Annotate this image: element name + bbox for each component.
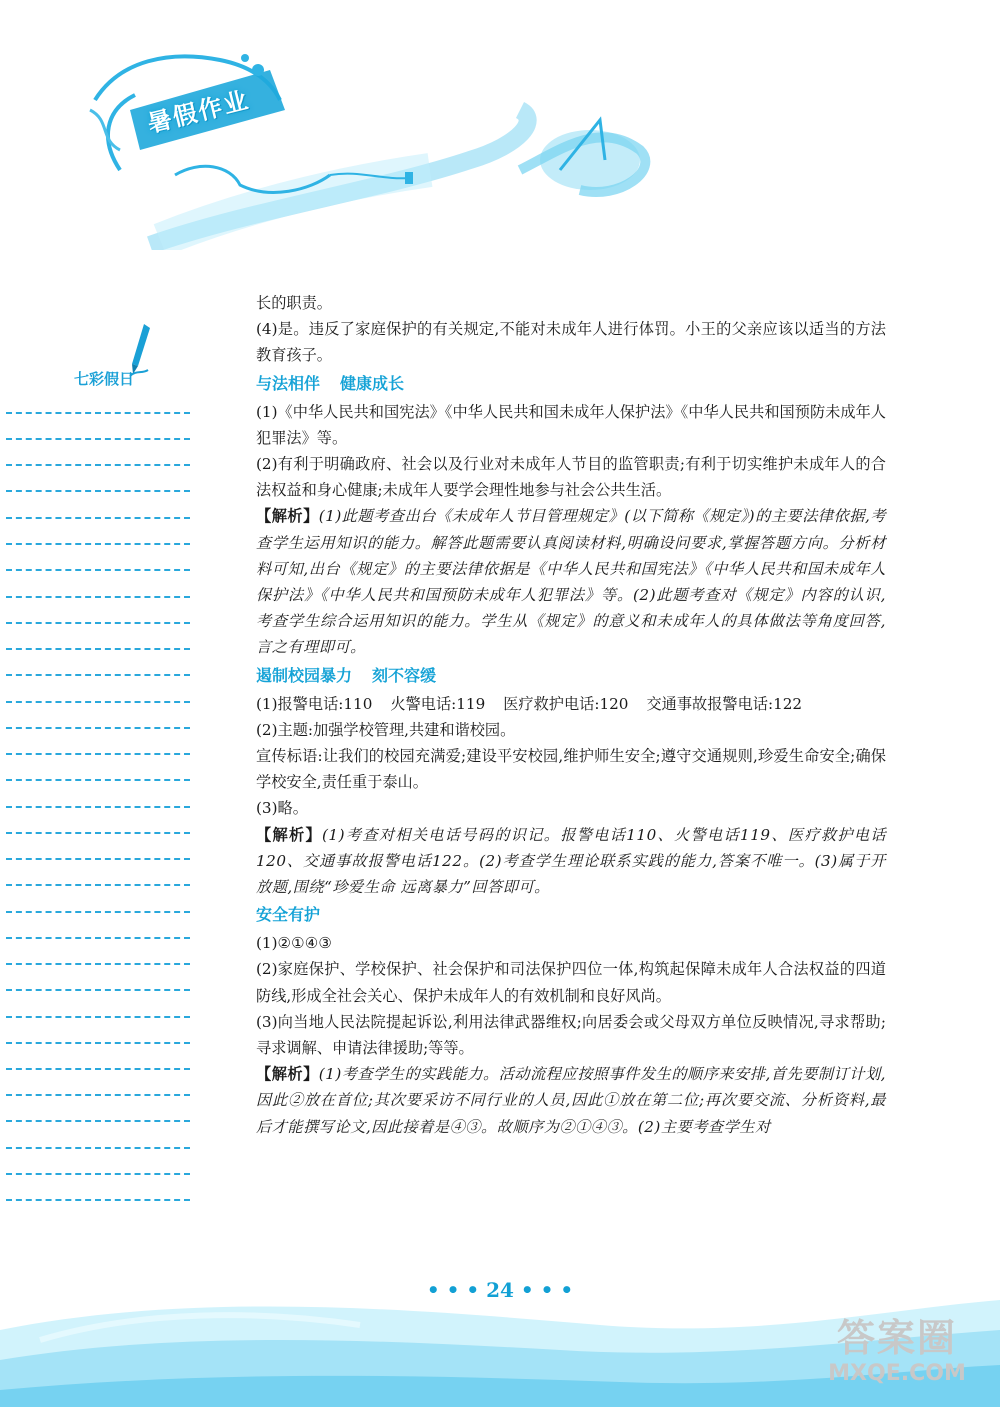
sidebar-dashed-line [6,937,190,939]
section-heading [256,369,886,399]
sidebar-dashed-line [6,884,190,886]
section-heading-left: 遏制校园暴力 [256,665,353,685]
answer-paragraph: (1)《中华人民共和国宪法》《中华人民共和国未成年人保护法》《中华人民共和国预防未成年人犯罪法》等。 [256,402,886,447]
sidebar-dashed-line [6,753,190,755]
sidebar-dashed-line [6,543,190,545]
analysis-paragraph [256,503,886,660]
analysis-tag: 【解析】 [256,1065,319,1084]
analysis-text: (1)此题考查出台《未成年人节目管理规定》(以下简称《规定》)的主要法律依据,考查学生运用知识的能力。解答此题需要认真阅读材料,明确设问要求,掌握答题方向。分析材料可知,出台《规定》的主要法律依据是《中华人民共和国宪法》《中华人民共和国未成年人保护法》《中华人民共和国预防未成年人犯罪法》等。(2)此题考查对《规定》内容的认识,考查学生综合运用知识的能力。学生从《规定》的意义和未成年人的具体做法等角度回答,言之有理即可。 [256,507,887,657]
sidebar-dashed-line [6,1042,190,1044]
phone-number-item: (1)报警电话:110 [256,694,373,713]
answer-content [256,290,886,1140]
watermark-logo-text: 答案圈 [836,1316,957,1360]
watermark [812,1316,982,1388]
phone-number-item: 火警电话:119 [390,694,486,713]
analysis-paragraph [256,1061,886,1140]
section-heading [256,900,886,930]
sidebar-dashed-line [6,806,190,808]
sidebar-dashed-line [6,911,190,913]
sidebar-dashed-line [6,464,190,466]
watermark-url: MXQE.COM [828,1361,966,1386]
sidebar-dashed-line [6,701,190,703]
phone-number-item: 医疗救护电话:120 [503,694,629,713]
sidebar-dashed-line [6,648,190,650]
sidebar-dashed-line [6,569,190,571]
phone-number-item: 交通事故报警电话:122 [646,694,803,713]
sidebar-dashed-line [6,674,190,676]
answer-paragraph: 宣传标语:让我们的校园充满爱;建设平安校园,维护师生安全;遵守交通规则,珍爱生命安全;确保学校安全,责任重于泰山。 [256,747,886,792]
banner-title: 暑假作业 [144,85,253,139]
answer-paragraph: (1)②①④③ [256,934,332,953]
sidebar-dashed-line [6,1068,190,1070]
sidebar-dashed-line [6,1173,190,1175]
sidebar-dashed-line [6,963,190,965]
sidebar-dashed-line [6,1147,190,1149]
sidebar-dashed-line [6,1094,190,1096]
section-heading-left: 与法相伴 [256,373,321,393]
page-number: • • • 24 • • • [426,1278,574,1302]
sidebar-dashed-line [6,832,190,834]
sidebar-dashed-line [6,779,190,781]
sidebar-dashed-line [6,438,190,440]
analysis-text: (1)考查学生的实践能力。活动流程应按照事件发生的顺序来安排,首先要制订计划,因此②放在首位;其次要采访不同行业的人员,因此①放在第二位;再次要交流、分析资料,最后才能撰写论文,因此接着是④③。故顺序为②①④③。(2)主要考查学生对 [256,1065,887,1136]
answer-paragraph: (4)是。违反了家庭保护的有关规定,不能对未成年人进行体罚。小王的父亲应该以适当的方法教育孩子。 [256,320,886,365]
sidebar-dashed-line [6,490,190,492]
answer-paragraph: 长的职责。 [256,294,332,312]
sidebar-dashed-line [6,1016,190,1018]
section-heading-left: 安全有护 [256,905,321,925]
section-heading-right: 健康成长 [340,373,405,393]
sidebar-dashed-line [6,989,190,991]
answer-paragraph: (2)家庭保护、学校保护、社会保护和司法保护四位一体,构筑起保障未成年人合法权益的四道防线,形成全社会关心、保护未成年人的有效机制和良好风尚。 [256,960,886,1005]
answer-paragraph: (2)主题:加强学校管理,共建和谐校园。 [256,720,516,739]
sidebar-dashed-line [6,727,190,729]
analysis-tag: 【解析】 [256,825,322,844]
phone-numbers-line [256,691,886,717]
answer-paragraph: (3)向当地人民法院提起诉讼,利用法律武器维权;向居委会或父母双方单位反映情况,寻求帮助;寻求调解、申请法律援助;等等。 [256,1012,886,1058]
sidebar-dashed-line [6,412,190,414]
answer-paragraph: (3)略。 [256,799,308,818]
sidebar-dashed-line [6,517,190,519]
sidebar-dashed-line [6,596,190,598]
sidebar-dashed-line [6,1120,190,1122]
sidebar-dashed-line [6,858,190,860]
sidebar-label: 七彩假日 [74,370,135,388]
sidebar-dashed-line [6,1199,190,1201]
analysis-tag: 【解析】 [256,507,319,526]
section-heading [256,661,886,691]
answer-paragraph: (2)有利于明确政府、社会以及行业对未成年人节目的监管职责;有利于切实维护未成年人的合法权益和身心健康;未成年人要学会理性地参与社会公共生活。 [256,455,886,500]
analysis-paragraph [256,822,886,901]
analysis-text: (1)考查对相关电话号码的识记。报警电话110、火警电话119、医疗救护电话120、交通事故报警电话122。(2)考查学生理论联系实践的能力,答案不唯一。(3)属于开放题,围绕“珍爱生命 远离暴力”回答即可。 [256,825,887,897]
section-heading-right: 刻不容缓 [372,665,437,685]
sidebar-dashed-line [6,622,190,624]
